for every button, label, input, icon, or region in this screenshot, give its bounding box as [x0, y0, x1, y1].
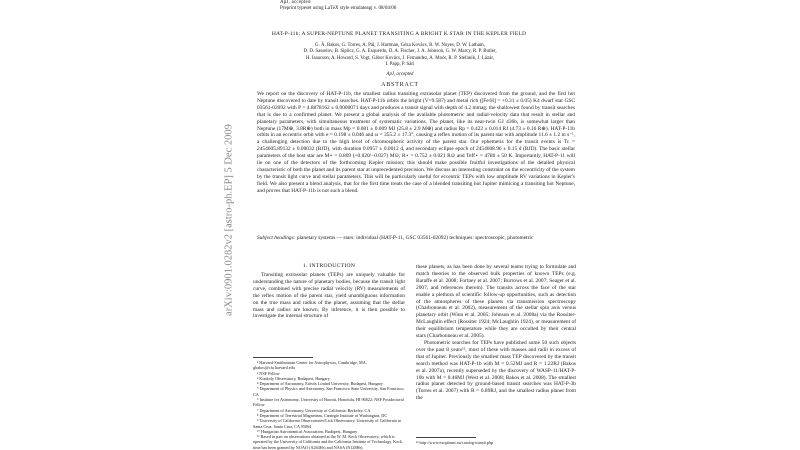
footnote: ¹¹ Based in part on observations obtained at the W. M. Keck Observatory, which is operated by the University of California and the California Institute of Technology. Keck time has been granted by NOAO (A264Hr) and NASA (N128Hr).	[253, 434, 403, 450]
author-line: G. Á. Bakos, G. Torres, A. Pál, J. Hartman, Géza Kovács, R. W. Noyes, D. W. Latham,	[315, 43, 485, 48]
abstract-heading: ABSTRACT	[381, 82, 419, 88]
footnote: ⁶ Institute for Astronomy, University of Hawaii, Honolulu, HI 96822; NSF Postdoctoral Fellow	[253, 397, 404, 408]
subject-headings	[257, 235, 575, 242]
body-paragraph: Photometric searches for TEPs have published some 50 such objects over the past 8 years¹², most of these with masses and radii in excess of that of Jupiter. Previously the smallest mass TEP discovered by the transit search method was HAT-P-1b with M = 0.52MJ and R = 1.22RJ (Bakos et al. 2007a), recently superseded by the discovery of WASP-11/HAT-P-10b with M = 0.46MJ (West et al. 2008; Bakos et al. 2008). The smallest radius planet detected by ground-based transit searches was HAT-P-3b (Torres et al. 2007) with R = 0.89RJ, and the smallest radius planet from the	[416, 339, 576, 402]
footnotes	[253, 360, 405, 450]
footnote: ⁹ University of California Observatories/Lick Observatory, University of California at Santa Cruz, Santa Cruz, CA 95064	[253, 418, 401, 429]
arxiv-stamp	[222, 95, 236, 345]
footnote-rule	[253, 357, 313, 358]
author-line: H. Isaacson, A. Howard, S. Vogt, Gábor Kovács, J. Fernandez, A. Moór, R. P. Stefanik, J. Lázár,	[306, 55, 494, 61]
footnote: ⁷ Department of Astronomy, University of California, Berkeley, CA	[257, 407, 371, 413]
left-column	[253, 263, 405, 320]
footnote: ¹ Harvard-Smithsonian Center for Astrophysics, Cambridge, MA, gbakos@cfa.harvard.edu	[253, 360, 367, 371]
author-list	[250, 43, 550, 68]
right-column	[416, 264, 576, 402]
footnote-url: ¹² http://www.exoplanet.eu/catalog-transit.php	[416, 440, 494, 445]
accepted-note: ApJ, accepted	[386, 72, 414, 77]
intro-paragraph: Transiting extrasolar planets (TEPs) are uniquely valuable for understanding the nature of planetary bodies, because the transit light curve, combined with precise radial velocity (RV) measurements of the reflex motion of the parent star, yield unambiguous information on the true mass and radius of the planet, assuming that the stellar mass and radius are known. By inference, it is then possible to investigate the internal structure of	[253, 272, 405, 320]
footnote: ⁵ Department of Physics and Astronomy, San Francisco State University, San Francisco, CA	[253, 386, 405, 397]
subject-text: planetary systems — stars: individual (HAT-P-11, GSC 03561-02092) techniques: spectroscopic, photometric	[296, 235, 534, 241]
arxiv-stamp-text: arXiv:0901.0282v2 [astro-ph.EP] 5 Dec 2009	[223, 124, 235, 316]
paper-title: HAT-P-11b: A SUPER-NEPTUNE PLANET TRANSITING A BRIGHT K STAR IN THE KEPLER FIELD	[271, 31, 527, 37]
footnote: ¹⁰ Hungarian Astronomical Association, Budapest, Hungary	[257, 428, 358, 434]
footnote: ³ Konkoly Observatory, Budapest, Hungary	[257, 375, 330, 381]
body-paragraph: these planets, as has been done by several teams trying to formulate and match theories to the observed bulk properties of known TEPs (e.g. Baraffe et al. 2008; Fortney et al. 2007; Burrows et al. 2007; Seager et al. 2007, and references therein). The transits across the face of the star enable a plethora of scientific follow-up opportunities, such as detection of the atmospheres of these planets via transmission spectroscopy (Charbonneau et al. 2002), measurement of the stellar spin axis versus planetary orbit (Winn et al. 2005; Johnson et al. 2008a) via the Rossiter-McLaughlin effect (Rossiter 1924; McLaughlin 1924), or measurement of their equilibrium temperature while they are occulted by their central stars (Charbonneau et al. 2005).	[416, 264, 576, 340]
preprint-note: Preprint typeset using LaTeX style emulateapj v. 08/04/06	[280, 6, 397, 11]
footnote: ⁴ Department of Astronomy, Eötvös Loránd University, Budapest, Hungary	[257, 381, 383, 387]
abstract-body: We report on the discovery of HAT-P-11b, the smallest radius transiting extrasolar planet (TEP) discovered from the ground, and the first hot Neptune discovered to date by transit searches. HAT-P-11b orbits the bright (V=9.587) and metal rich ([Fe/H] = +0.31 ± 0.05) K4 dwarf star GSC 03561-02092 with P = 4.8878162 ± 0.0000071 days and produces a transit signal with depth of 4.2 mmag; the shallowest found by transit searches that is due to a confirmed planet. We present a global analysis of the available photometric and radial-velocity data that result in stellar and planetary parameters, with simultaneous treatment of systematic variations. The planet, like its near-twin GJ 436b, is somewhat larger than Neptune (17M⊕, 3.8R⊕) both in mass Mp = 0.081 ± 0.009 MJ (25.8 ± 2.9 M⊕) and radius Rp = 0.422 ± 0.014 RJ (4.73 ± 0.16 R⊕). HAT-P-11b orbits in an eccentric orbit with e = 0.198 ± 0.046 and ω = 355.2 ± 17.3°, causing a reflex motion of its parent star with amplitude 11.6 ± 1.2 m s⁻¹, a challenging detection due to the high level of chromospheric activity of the parent star. Our ephemeris for the transit events is Tc = 2454605.89132 ± 0.00032 (BJD), with duration 0.0957 ± 0.0012 d, and secondary eclipse epoch of 2454608.96 ± 0.15 d (BJD). The basic stellar parameters of the host star are M⋆ = 0.809 (+0.020/−0.027) M⊙, R⋆ = 0.752 ± 0.021 R⊙ and Teff⋆ = 4780 ± 50 K. Importantly, HAT-P-11 will lie on one of the detectors of the forthcoming Kepler mission; this should make possible fruitful investigations of the detailed physical characteristic of both the planet and its parent star at unprecedented precision. We discuss an interesting constraint on the eccentricity of the system by the transit light curve and stellar parameters. This will be particularly useful for eccentric TEPs with low amplitude RV variations in Kepler's field. We also present a blend analysis, that for the first time treats the case of a blended transiting hot Jupiter mimicing a transiting hot Neptune, and proves that HAT-P-11b is not such a blend.	[257, 91, 575, 194]
author-line: I. Papp, P. Sári	[385, 61, 415, 67]
section-heading: 1. INTRODUCTION	[302, 263, 356, 269]
footnote-rule	[416, 437, 476, 438]
author-line: D. D. Sasselov, B. Sipőcz, G. A. Esquerdo, D. A. Fischer, J. A. Johnson, G. W. Marcy, R. P. Butler,	[303, 49, 497, 55]
footnote: ⁸ Department of Terrestrial Magnetism, Carnegie Institute of Washington, DC	[257, 412, 388, 418]
footnote: ² NSF Fellow	[257, 370, 280, 376]
running-header: ApJ, accepted	[280, 0, 311, 5]
subject-label: Subject headings:	[257, 235, 296, 241]
